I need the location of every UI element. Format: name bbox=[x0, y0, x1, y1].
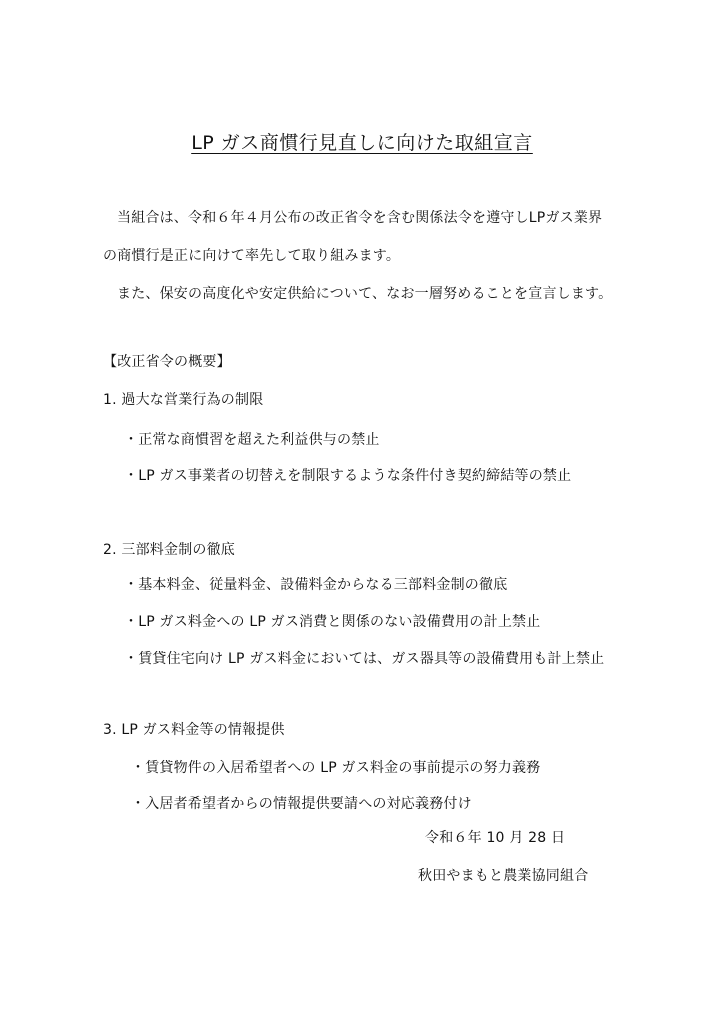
overview-heading: 【改正省令の概要】 bbox=[103, 354, 231, 370]
intro-line-2: の商慣行是正に向けて率先して取り組みます。 bbox=[103, 248, 401, 264]
intro-line-1: 当組合は、令和６年４月公布の改正省令を含む関係法令を遵守しLPガス業界 bbox=[117, 210, 603, 226]
section-2-title: 2. 三部料金制の徹底 bbox=[103, 542, 236, 558]
section-1-title: 1. 過大な営業行為の制限 bbox=[103, 392, 264, 408]
organization-name: 秋田やまもと農業協同組合 bbox=[418, 868, 589, 884]
section-2-bullet-3: ・賃貸住宅向け LP ガス料金においては、ガス器具等の設備費用も計上禁止 bbox=[124, 651, 605, 667]
section-2-bullet-1: ・基本料金、従量料金、設備料金からなる三部料金制の徹底 bbox=[124, 577, 508, 593]
document-title-text: LP ガス商慣行見直しに向けた取組宣言 bbox=[191, 132, 533, 154]
section-2-bullet-2: ・LP ガス料金への LP ガス消費と関係のない設備費用の計上禁止 bbox=[124, 614, 541, 630]
declaration-date: 令和６年 10 月 28 日 bbox=[425, 830, 566, 846]
section-3-bullet-2: ・入居者希望者からの情報提供要請への対応義務付け bbox=[131, 796, 472, 812]
section-1-bullet-1: ・正常な商慣習を超えた利益供与の禁止 bbox=[124, 432, 380, 448]
document-title bbox=[0, 130, 724, 156]
section-3-title: 3. LP ガス料金等の情報提供 bbox=[103, 722, 285, 738]
section-1-bullet-2: ・LP ガス事業者の切替えを制限するような条件付き契約締結等の禁止 bbox=[124, 468, 572, 484]
section-3-bullet-1: ・賃貸物件の入居希望者への LP ガス料金の事前提示の努力義務 bbox=[131, 760, 541, 776]
intro-line-3: また、保安の高度化や安定供給について、なお一層努めることを宣言します。 bbox=[117, 286, 613, 302]
